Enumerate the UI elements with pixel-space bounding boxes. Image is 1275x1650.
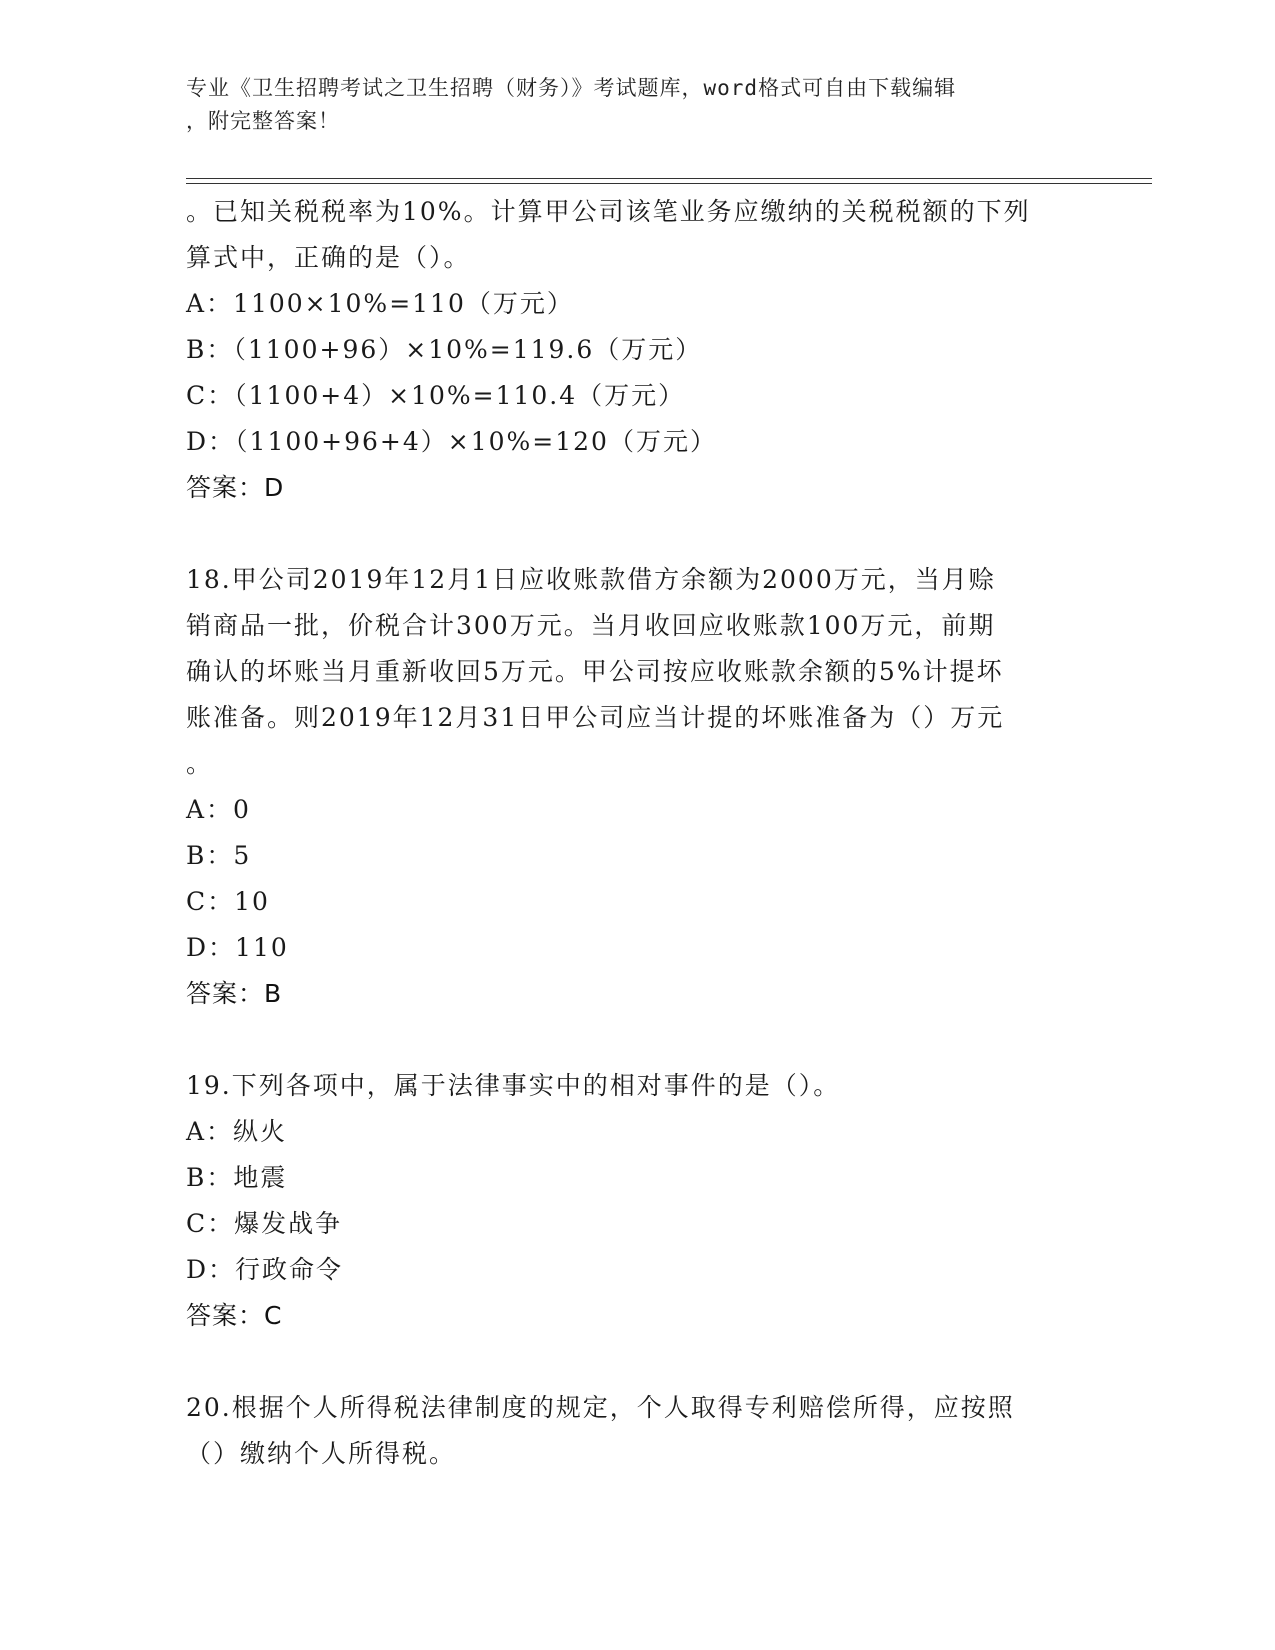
header-divider-top <box>186 178 1152 179</box>
option-a: A：纵火 <box>186 1117 288 1146</box>
question-stem-line: 确认的坏账当月重新收回5万元。甲公司按应收账款余额的5%计提坏 <box>186 657 1004 686</box>
spacer <box>186 511 1086 557</box>
option-c: C：爆发战争 <box>186 1209 343 1238</box>
question-stem-line: 销商品一批，价税合计300万元。当月收回应收账款100万元，前期 <box>186 611 996 640</box>
header-line-2: ，附完整答案！ <box>186 109 340 133</box>
question-stem-line: （）缴纳个人所得税。 <box>186 1439 457 1468</box>
question-17 <box>186 189 1086 511</box>
question-stem-line: 。已知关税税率为10%。计算甲公司该笔业务应缴纳的关税税额的下列 <box>186 197 1031 226</box>
question-stem-line: 18.甲公司2019年12月1日应收账款借方余额为2000万元，当月赊 <box>186 565 996 594</box>
answer-label: 答案：D <box>186 473 285 502</box>
option-b: B：（1100+96）×10%=119.6（万元） <box>186 335 703 364</box>
spacer <box>186 1339 1086 1385</box>
option-c: C：10 <box>186 887 270 916</box>
document-body <box>186 189 1086 1477</box>
spacer <box>186 1017 1086 1063</box>
option-b: B：5 <box>186 841 252 870</box>
answer-label: 答案：B <box>186 979 283 1008</box>
header-line-1: 专业《卫生招聘考试之卫生招聘（财务）》考试题库，word格式可自由下载编辑 <box>186 76 957 100</box>
question-stem-line: 算式中，正确的是（）。 <box>186 243 471 272</box>
page-header <box>186 72 1066 138</box>
question-19 <box>186 1063 1086 1339</box>
header-divider-bottom <box>186 183 1152 184</box>
option-d: D：110 <box>186 933 289 962</box>
option-c: C：（1100+4）×10%=110.4（万元） <box>186 381 686 410</box>
question-stem-line: 。 <box>186 749 214 778</box>
question-18 <box>186 557 1086 1017</box>
question-stem-line: 19.下列各项中，属于法律事实中的相对事件的是（）。 <box>186 1071 841 1100</box>
option-b: B：地震 <box>186 1163 288 1192</box>
answer-label: 答案：C <box>186 1301 283 1330</box>
question-stem-line: 账准备。则2019年12月31日甲公司应当计提的坏账准备为（）万元 <box>186 703 1005 732</box>
question-20 <box>186 1385 1086 1477</box>
question-stem-line: 20.根据个人所得税法律制度的规定，个人取得专利赔偿所得，应按照 <box>186 1393 1015 1422</box>
option-d: D：（1100+96+4）×10%=120（万元） <box>186 427 717 456</box>
option-a: A：0 <box>186 795 251 824</box>
option-a: A：1100×10%=110（万元） <box>186 289 574 318</box>
option-d: D：行政命令 <box>186 1255 344 1284</box>
